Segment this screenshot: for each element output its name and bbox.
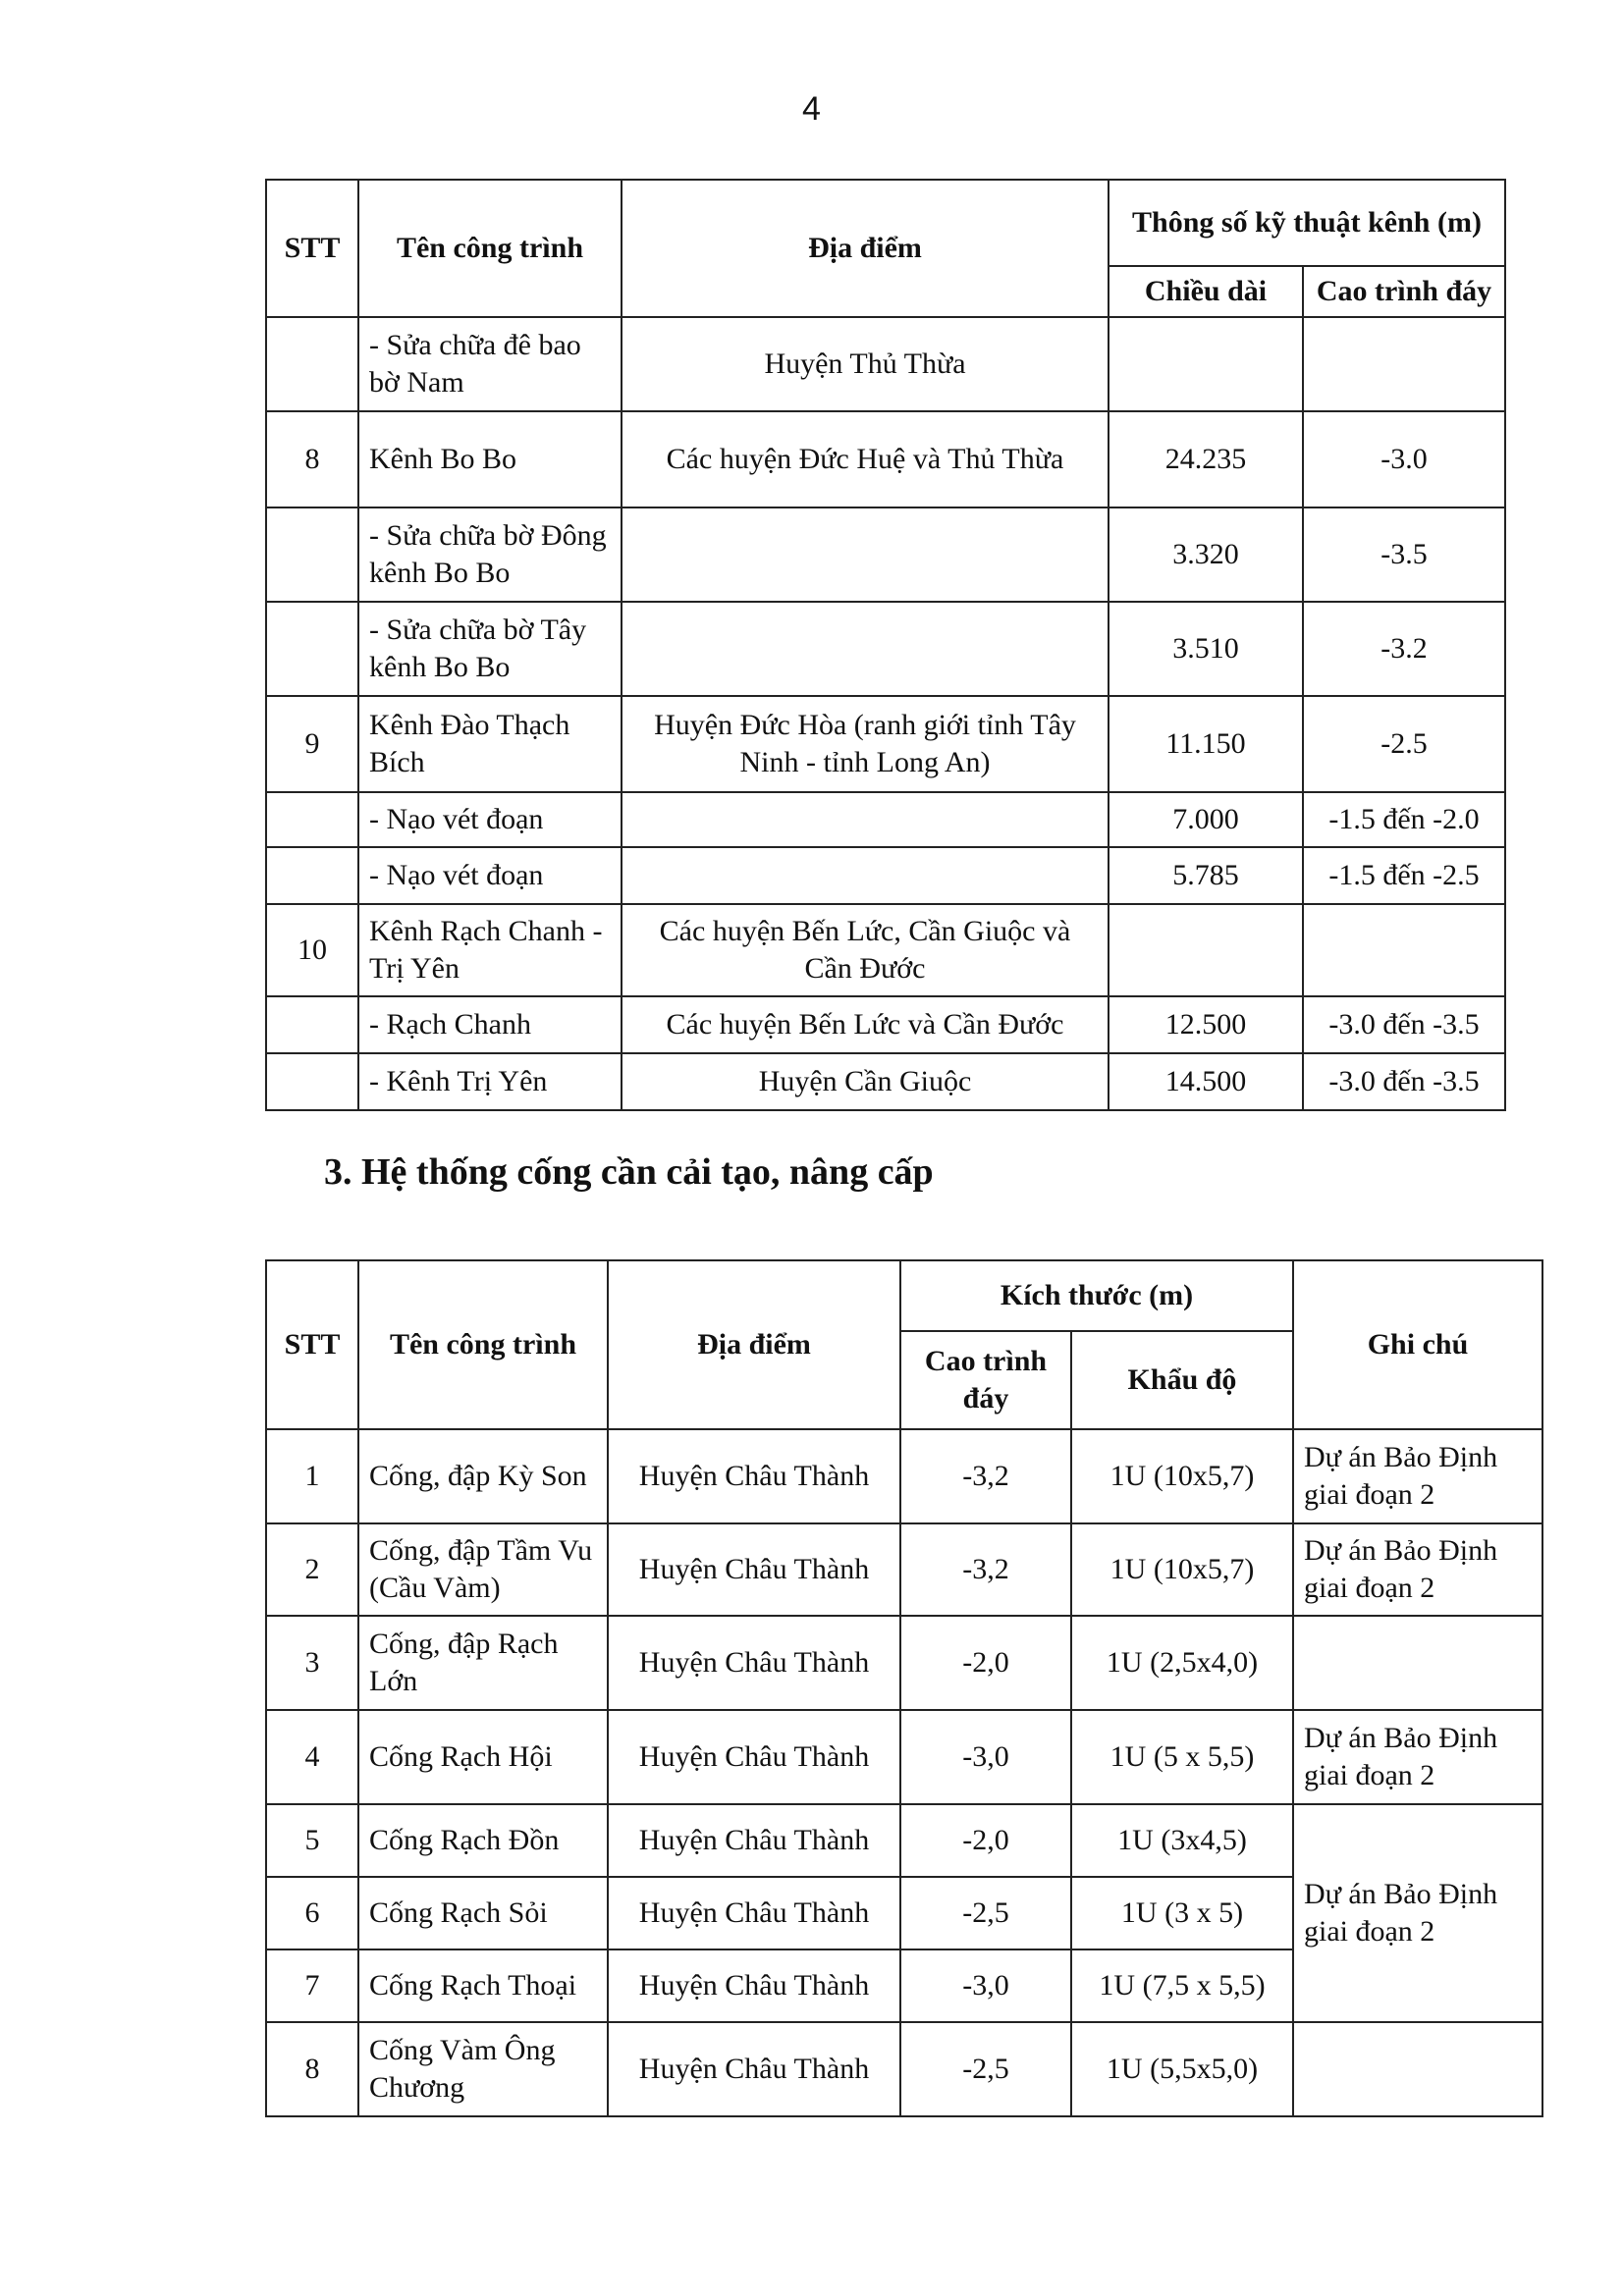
header-note: Ghi chú [1293,1260,1542,1429]
cell-note: Dự án Bảo Định giai đoạn 2 [1293,1429,1542,1523]
cell-name: Cống, đập Rạch Lớn [358,1616,608,1710]
cell-stt [266,507,358,602]
cell-location: Huyện Châu Thành [608,2022,900,2116]
header-location: Địa điểm [622,180,1109,317]
cell-name: - Sửa chữa bờ Tây kênh Bo Bo [358,602,622,696]
header-spec-group: Thông số kỹ thuật kênh (m) [1109,180,1505,266]
table-row [266,1053,1505,1110]
cell-name: - Sửa chữa bờ Đông kênh Bo Bo [358,507,622,602]
cell-location [622,602,1109,696]
cell-stt: 6 [266,1877,358,1949]
cell-bottom: -2,0 [900,1804,1071,1877]
table-row [266,317,1505,411]
cell-stt [266,792,358,847]
cell-span: 1U (2,5x4,0) [1071,1616,1293,1710]
table-row [266,2022,1542,2116]
cell-location [622,792,1109,847]
cell-bottom: -2,5 [900,1877,1071,1949]
cell-span: 1U (3 x 5) [1071,1877,1293,1949]
header-location: Địa điểm [608,1260,900,1429]
page-number: 4 [802,90,821,128]
cell-location: Huyện Châu Thành [608,1804,900,1877]
cell-stt [266,1053,358,1110]
cell-name: - Kênh Trị Yên [358,1053,622,1110]
cell-note [1293,2022,1542,2116]
cell-stt: 1 [266,1429,358,1523]
cell-bottom: -3,2 [900,1429,1071,1523]
table-row [266,904,1505,996]
cell-length: 3.510 [1109,602,1303,696]
cell-span: 1U (3x4,5) [1071,1804,1293,1877]
header-name: Tên công trình [358,180,622,317]
cell-bottom: -3.0 [1303,411,1505,507]
cell-location [622,847,1109,904]
cell-stt [266,996,358,1053]
cell-name: - Nạo vét đoạn [358,792,622,847]
cell-stt: 8 [266,411,358,507]
table-row [266,602,1505,696]
cell-stt [266,847,358,904]
table-row [266,792,1505,847]
cell-length: 24.235 [1109,411,1303,507]
cell-stt: 4 [266,1710,358,1804]
table-row [266,696,1505,792]
cell-bottom: -2,0 [900,1616,1071,1710]
cell-name: Kênh Bo Bo [358,411,622,507]
cell-length: 11.150 [1109,696,1303,792]
table-row [266,1429,1542,1523]
cell-span: 1U (5 x 5,5) [1071,1710,1293,1804]
cell-name: Cống Rạch Hội [358,1710,608,1804]
cell-span: 1U (7,5 x 5,5) [1071,1949,1293,2022]
cell-stt: 2 [266,1523,358,1616]
cell-location: Huyện Châu Thành [608,1877,900,1949]
cell-note: Dự án Bảo Định giai đoạn 2 [1293,1804,1542,2022]
cell-location: Các huyện Đức Huệ và Thủ Thừa [622,411,1109,507]
cell-location: Huyện Châu Thành [608,1429,900,1523]
cell-name: Kênh Rạch Chanh - Trị Yên [358,904,622,996]
cell-name: Cống Rạch Đồn [358,1804,608,1877]
table-row [266,1804,1542,1877]
cell-bottom: -3.0 đến -3.5 [1303,996,1505,1053]
cell-length: 5.785 [1109,847,1303,904]
cell-note: Dự án Bảo Định giai đoạn 2 [1293,1710,1542,1804]
cell-name: Cống Rạch Sỏi [358,1877,608,1949]
cell-stt: 10 [266,904,358,996]
cell-bottom: -1.5 đến -2.0 [1303,792,1505,847]
cell-name: Cống Vàm Ông Chương [358,2022,608,2116]
cell-span: 1U (5,5x5,0) [1071,2022,1293,2116]
cell-note [1293,1616,1542,1710]
cell-stt: 7 [266,1949,358,2022]
section-3-title: 3. Hệ thống cống cần cải tạo, nâng cấp [324,1151,934,1193]
cell-stt: 9 [266,696,358,792]
cell-stt: 3 [266,1616,358,1710]
header-stt: STT [266,1260,358,1429]
cell-bottom: -3,2 [900,1523,1071,1616]
cell-bottom: -3.0 đến -3.5 [1303,1053,1505,1110]
cell-bottom: -3,0 [900,1710,1071,1804]
cell-length: 3.320 [1109,507,1303,602]
cell-length [1109,904,1303,996]
cell-bottom: -1.5 đến -2.5 [1303,847,1505,904]
cell-location: Huyện Châu Thành [608,1523,900,1616]
cell-location: Huyện Đức Hòa (ranh giới tỉnh Tây Ninh - tỉnh Long An) [622,696,1109,792]
cell-name: - Sửa chữa đê bao bờ Nam [358,317,622,411]
cell-location [622,507,1109,602]
table-row [266,411,1505,507]
cell-bottom: -2,5 [900,2022,1071,2116]
cell-location: Huyện Thủ Thừa [622,317,1109,411]
table-row [266,1710,1542,1804]
table-row [266,507,1505,602]
channel-spec-table [265,179,1506,1111]
cell-location: Các huyện Bến Lức và Cần Đước [622,996,1109,1053]
table-row [266,1616,1542,1710]
cell-name: - Nạo vét đoạn [358,847,622,904]
cell-location: Các huyện Bến Lức, Cần Giuộc và Cần Đước [622,904,1109,996]
cell-location: Huyện Châu Thành [608,1710,900,1804]
cell-bottom: -2.5 [1303,696,1505,792]
header-bottom: Cao trình đáy [900,1331,1071,1429]
cell-name: Cống, đập Kỳ Son [358,1429,608,1523]
table-row [266,996,1505,1053]
header-length: Chiều dài [1109,266,1303,317]
cell-location: Huyện Châu Thành [608,1616,900,1710]
cell-bottom [1303,904,1505,996]
cell-bottom: -3.2 [1303,602,1505,696]
cell-name: Cống Rạch Thoại [358,1949,608,2022]
header-size-group: Kích thước (m) [900,1260,1293,1331]
cell-name: Cống, đập Tầm Vu (Cầu Vàm) [358,1523,608,1616]
cell-stt: 8 [266,2022,358,2116]
cell-location: Huyện Cần Giuộc [622,1053,1109,1110]
cell-note: Dự án Bảo Định giai đoạn 2 [1293,1523,1542,1616]
cell-bottom: -3,0 [900,1949,1071,2022]
cell-stt [266,602,358,696]
header-stt: STT [266,180,358,317]
table-row [266,847,1505,904]
cell-bottom: -3.5 [1303,507,1505,602]
cell-stt [266,317,358,411]
cell-bottom [1303,317,1505,411]
cell-length: 14.500 [1109,1053,1303,1110]
header-span: Khẩu độ [1071,1331,1293,1429]
cell-name: Kênh Đào Thạch Bích [358,696,622,792]
cell-stt: 5 [266,1804,358,1877]
cell-length: 7.000 [1109,792,1303,847]
header-bottom: Cao trình đáy [1303,266,1505,317]
cell-span: 1U (10x5,7) [1071,1429,1293,1523]
table-row [266,1523,1542,1616]
cell-span: 1U (10x5,7) [1071,1523,1293,1616]
cell-location: Huyện Châu Thành [608,1949,900,2022]
cell-name: - Rạch Chanh [358,996,622,1053]
cell-length: 12.500 [1109,996,1303,1053]
header-name: Tên công trình [358,1260,608,1429]
sluice-table [265,1259,1543,2117]
cell-length [1109,317,1303,411]
